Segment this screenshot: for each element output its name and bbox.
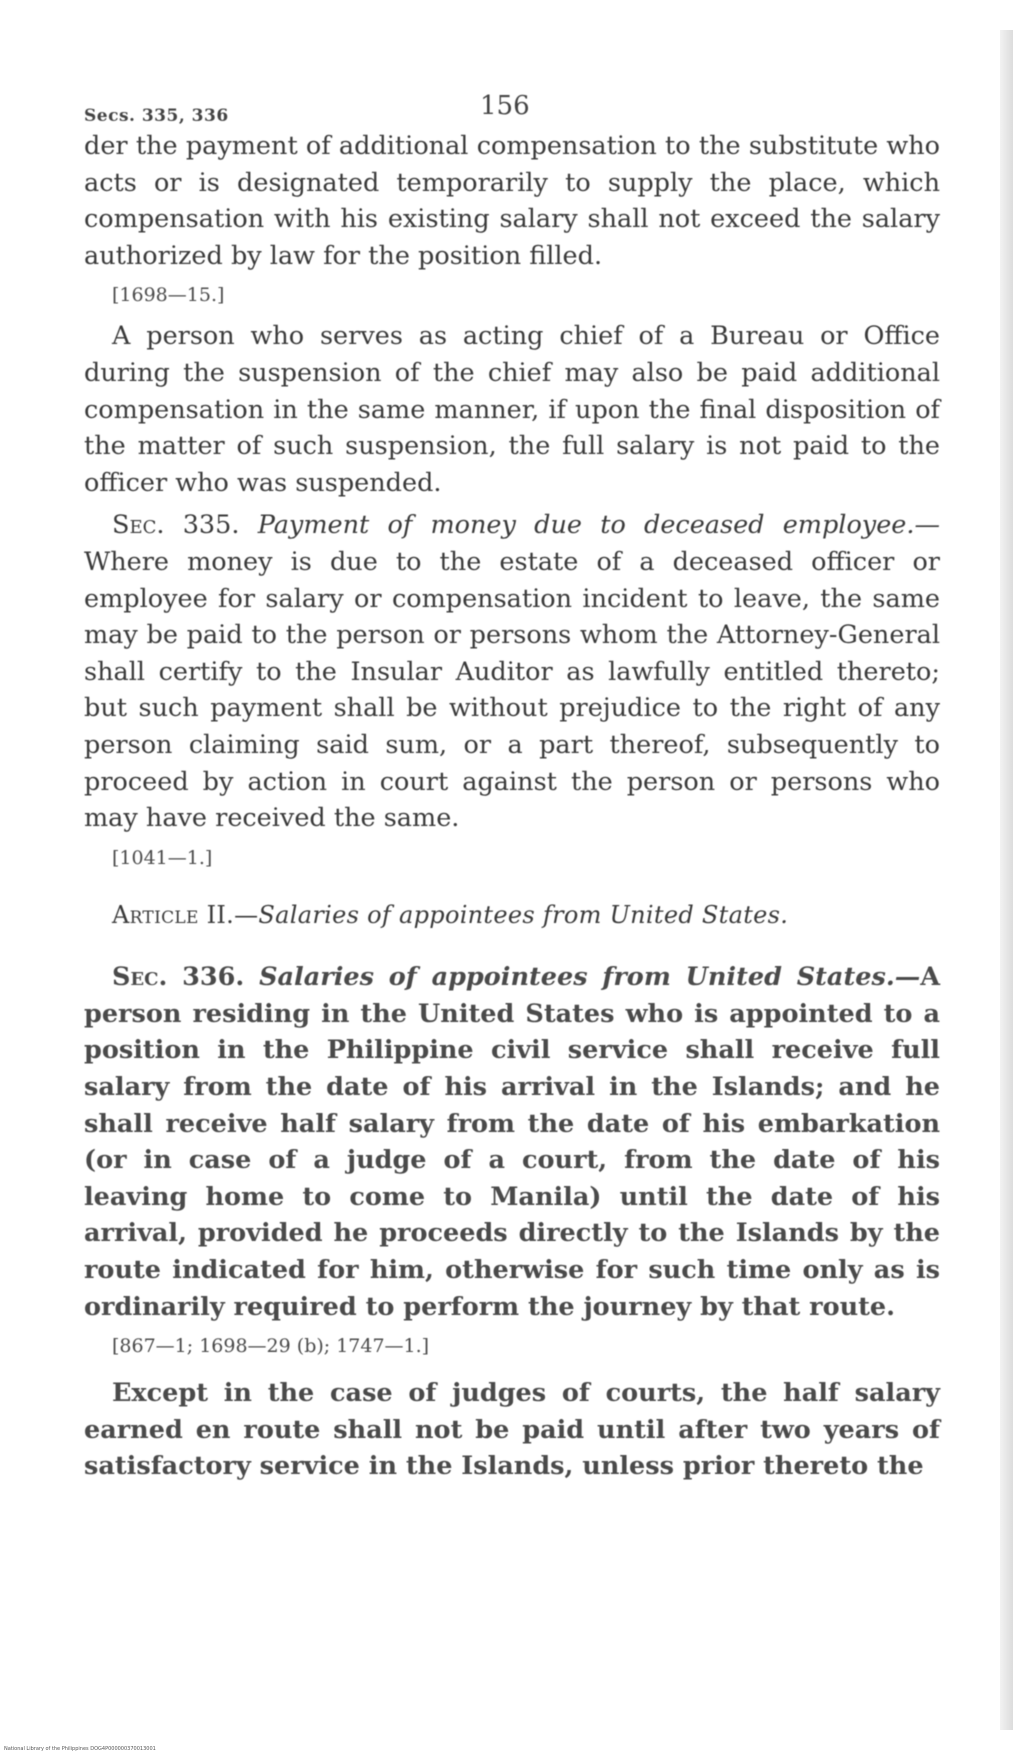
page-number: 156	[480, 91, 530, 121]
article-heading	[112, 897, 940, 934]
running-head	[84, 88, 940, 128]
paragraph-acting-chief: A person who serves as acting chief of a Bureau or Office during the suspension of the chief may also be paid additional compensation in the same manner, if upon the final disposition of the matter of such suspension, the full salary is not paid to the officer who was suspended.	[84, 321, 940, 498]
paragraph-half-salary: Except in the case of judges of courts, the half salary earned en route shall not be paid until after two years of satisfactory service in the Islands, unless prior thereto the	[84, 1378, 940, 1482]
page-text	[84, 88, 940, 1485]
citation-1698-15: [1698—15.]	[112, 284, 225, 307]
section-335-caption: Payment of money due to deceased employee.—	[257, 510, 940, 541]
section-336-caption: Salaries of appointees from United States.—	[259, 962, 921, 993]
scan-edge-shadow	[1000, 30, 1013, 1730]
section-335-body: Where money is due to the estate of a deceased officer or employee for salary or compensation incident to leave, the same may be paid to the person or persons whom the Attorney-General shall certify to the Insular Auditor as lawfully entitled thereto; but such payment shall be without prejudice to the right of any person claiming said sum, or a part thereof, subsequently to proceed by action in court against the person or persons who may have received the same.	[84, 546, 940, 834]
scan-source-footer: National Library of the Philippines DOG4P000000370013001	[4, 1746, 156, 1752]
article-title: Salaries of appointees from United States.	[258, 900, 789, 929]
paragraph-continuation: der the payment of additional compensation to the substitute who acts or is designated temporarily to supply the place, which compensation with his existing salary shall not exceed the salary authorized by law for the position filled.	[84, 131, 940, 271]
citation-1041-1: [1041—1.]	[112, 846, 213, 869]
section-336-label: Sec. 336.	[112, 962, 245, 993]
article-label: Article II.—	[112, 900, 259, 929]
section-335-label: Sec. 335.	[112, 510, 240, 541]
section-range-header: Secs. 335, 336	[84, 106, 229, 126]
section-335-paragraph	[84, 507, 940, 836]
section-336-body: A person residing in the United States who is appointed to a position in the Philippine civil service shall receive full salary from the date of his arrival in the Islands; and he shall receive half salary from the date of his embarkation (or in case of a judge of a court, from the date of his leaving home to come to Manila) until the date of his arrival, provided he proceeds directly to the Islands by the route indicated for him, otherwise for such time only as is ordinarily required to perform the journey by that route.	[84, 962, 940, 1322]
section-336-paragraph	[84, 959, 940, 1325]
citation-867-1698-1747: [867—1; 1698—29 (b); 1747—1.]	[112, 1335, 430, 1358]
